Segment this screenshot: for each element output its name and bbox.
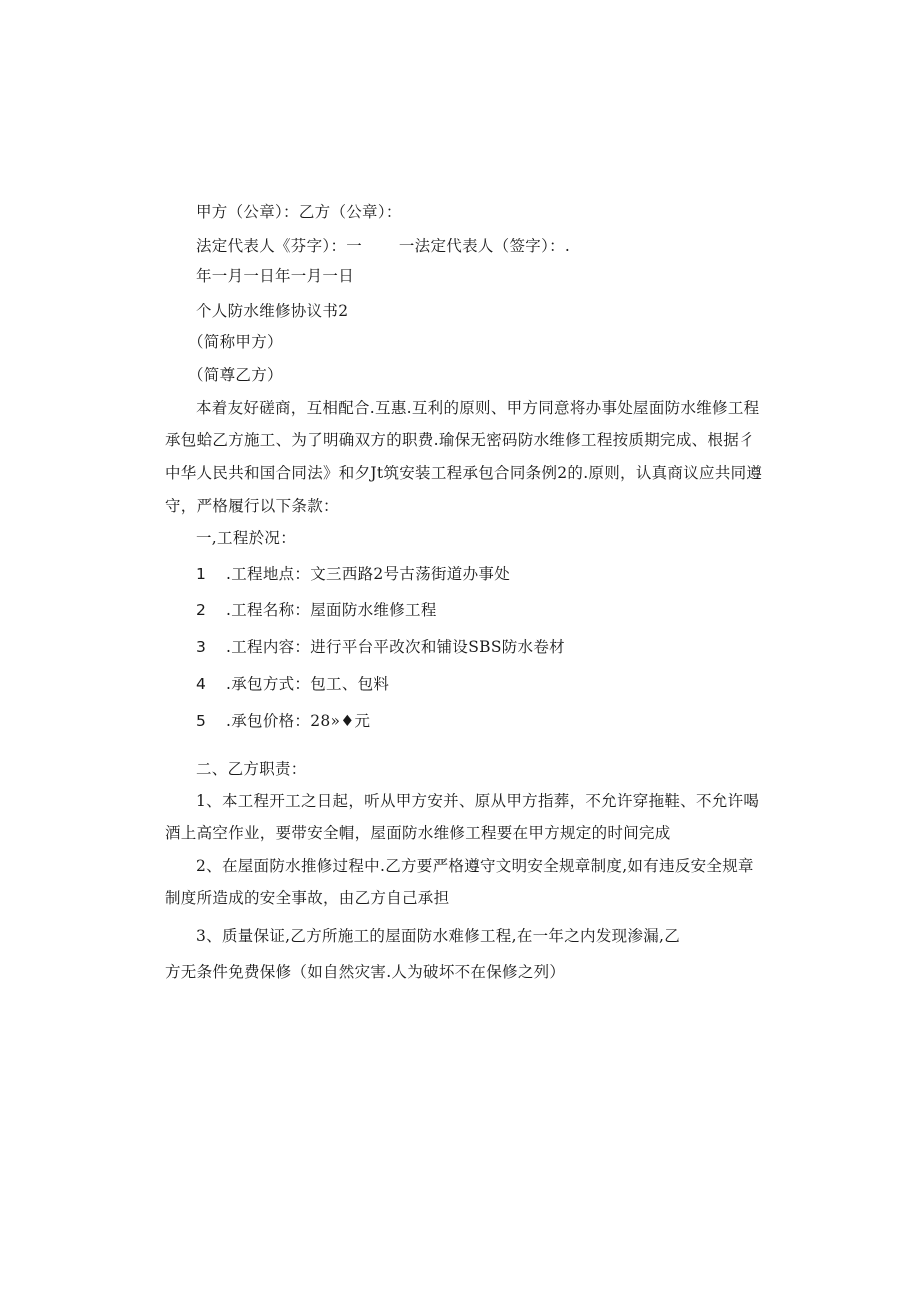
party-b-short-name: （简尊乙方） <box>188 366 283 384</box>
clause-line: 2、在屋面防水推修过程中.乙方要严格遵守文明安全规章制度,如有违反安全规章 <box>196 857 754 875</box>
item-number: 2 <box>196 601 207 619</box>
intro-paragraph-line: 守，严格履行以下条款： <box>165 497 339 515</box>
project-item <box>196 564 510 584</box>
party-a-short-name: （简称甲方） <box>188 333 283 351</box>
date-line: 年一月一日年一月一日 <box>196 267 355 285</box>
clause-line: 制度所造成的安全事故，由乙方自己承担 <box>165 889 450 907</box>
item-number: 5 <box>196 712 207 730</box>
project-item <box>196 600 437 620</box>
clause-line: 1、本工程开工之日起，听从甲方安并、原从甲方指葬，不允许穿拖鞋、不允许喝 <box>196 792 760 810</box>
item-number: 4 <box>196 675 207 693</box>
clause-line: 3、质量保证,乙方所施工的屋面防水难修工程,在一年之内发现渗漏,乙 <box>196 927 681 945</box>
parties-seal-line: 甲方（公章）：乙方（公章）： <box>196 203 402 221</box>
item-text: .承包方式：包工、包料 <box>226 675 390 693</box>
project-item <box>196 674 389 694</box>
legal-representatives-line: 法定代表人《芬字）：一 一法定代表人（签字）：. <box>196 237 571 255</box>
project-item <box>196 711 370 731</box>
intro-paragraph-line: 本着友好磋商，互相配合.互惠.互利的原则、甲方同意将办事处屋面防水维修工程 <box>196 399 760 417</box>
item-text: .承包价格：28»♦元 <box>226 712 371 730</box>
section2-heading: 二、乙方职责： <box>196 760 307 778</box>
intro-paragraph-line: 中华人民共和国合同法》和夕Jt筑安装工程承包合同条例2的.原则，认真商议应共同遵 <box>165 464 763 482</box>
item-text: .工程地点：文三西路2号古荡街道办事处 <box>226 565 510 583</box>
item-text: .工程名称：屋面防水维修工程 <box>226 601 437 619</box>
item-number: 3 <box>196 638 207 656</box>
intro-paragraph-line: 承包蛤乙方施工、为了明确双方的职费.瑜保无密码防水维修工程按质期完成、根据彳 <box>165 431 755 449</box>
project-item <box>196 637 565 657</box>
item-text: .工程内容：进行平台平改次和铺设SBS防水卷材 <box>226 638 565 656</box>
clause-line: 方无条件免费保修（如自然灾害.人为破坏不在保修之列） <box>165 963 566 981</box>
clause-line: 酒上高空作业，要带安全帽，屋面防水维修工程要在甲方规定的时间完成 <box>165 824 671 842</box>
section1-heading: 一,工程於况： <box>196 529 297 547</box>
item-number: 1 <box>196 565 207 583</box>
document-title: 个人防水维修协议书2 <box>196 302 349 320</box>
